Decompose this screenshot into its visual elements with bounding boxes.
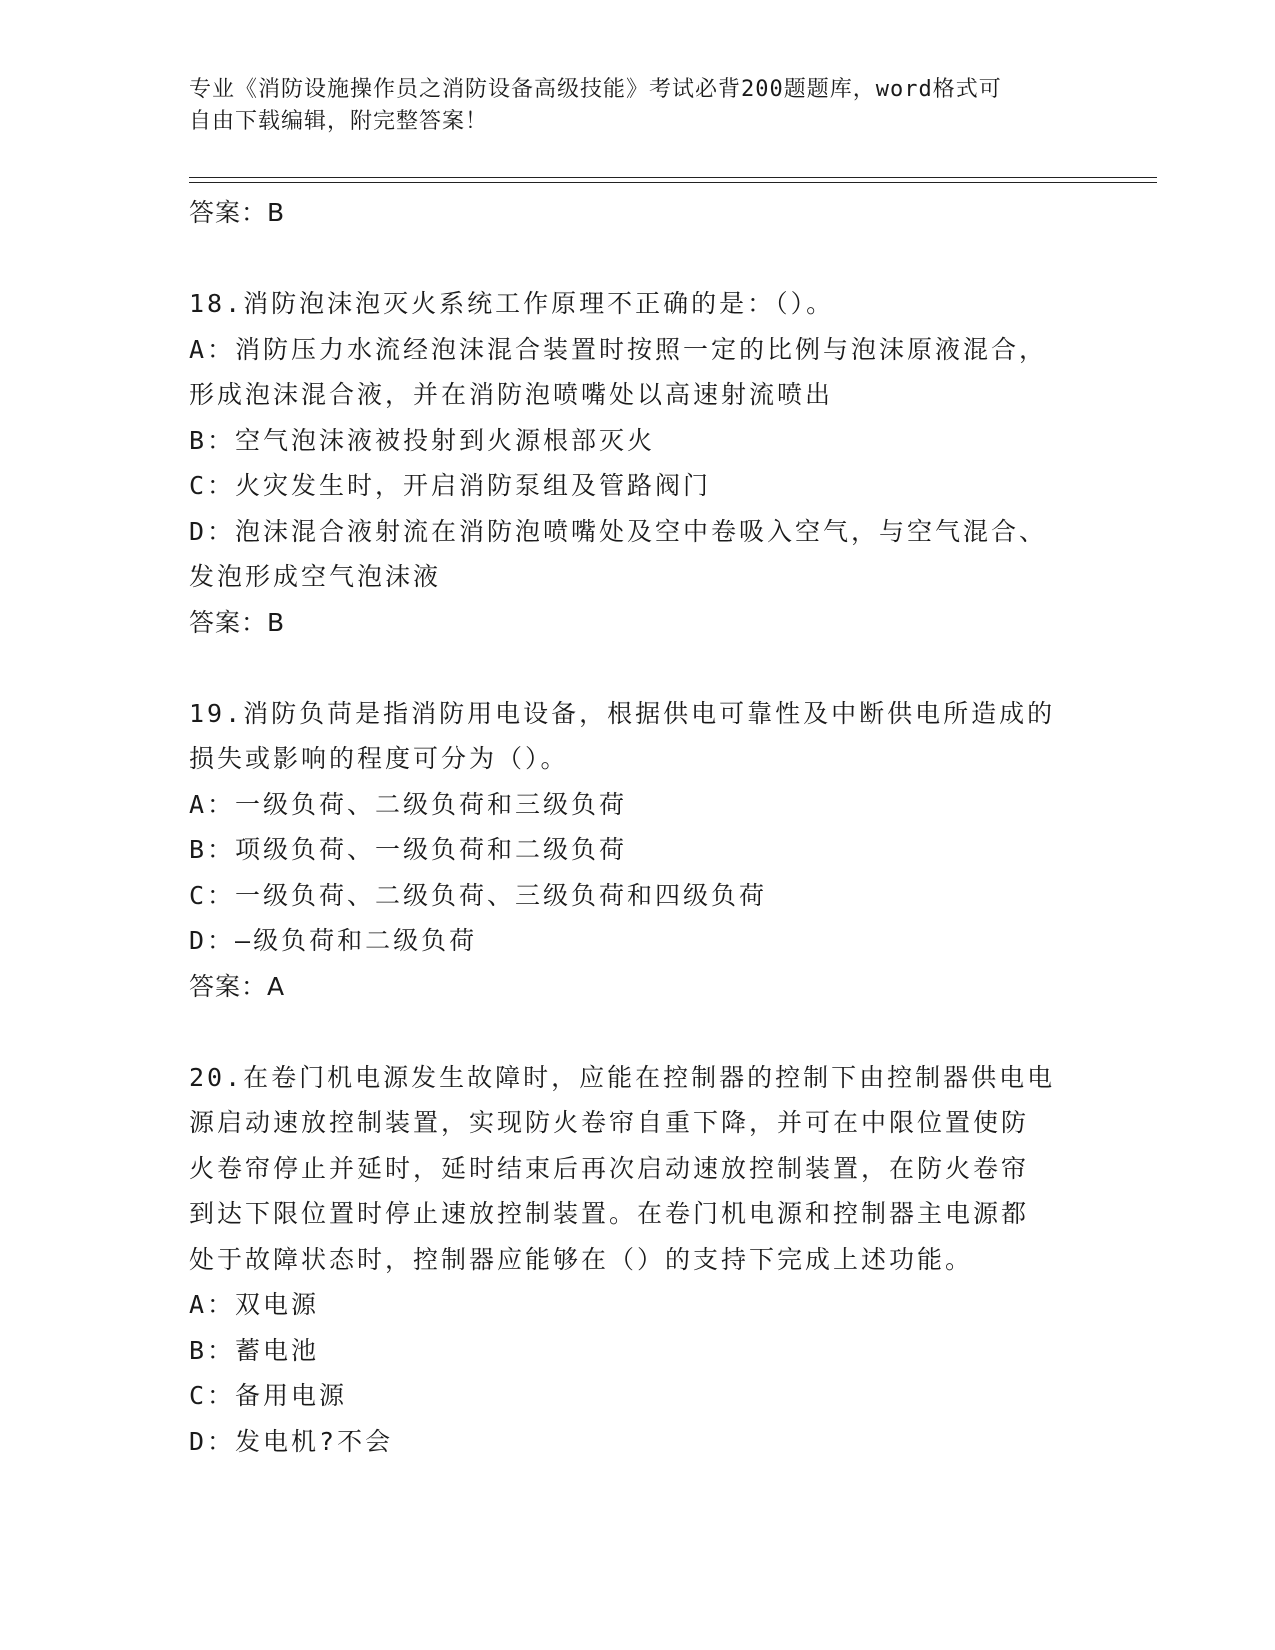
header-rule-top: [189, 177, 1157, 178]
question-18: [189, 281, 1089, 645]
question-stem-line: 18.消防泡沫泡灭火系统工作原理不正确的是：（）。: [189, 289, 835, 318]
question-stem-line: 20.在卷门机电源发生故障时，应能在控制器的控制下由控制器供电电: [189, 1062, 1056, 1092]
option-a-line: A：一级负荷、二级负荷和三级负荷: [189, 789, 628, 819]
question-19: [189, 691, 1089, 1010]
spacer: [189, 645, 1089, 691]
question-stem-line: 火卷帘停止并延时，延时结束后再次启动速放控制装置，在防火卷帘: [189, 1153, 1030, 1183]
option-d-line: D：泡沫混合液射流在消防泡喷嘴处及空中卷吸入空气，与空气混合、: [189, 516, 1048, 546]
header-rule-bottom: [189, 182, 1157, 183]
answer-label: 答案：B: [189, 607, 286, 637]
option-b-line: B：蓄电池: [189, 1335, 320, 1365]
question-stem-line: 到达下限位置时停止速放控制装置。在卷门机电源和控制器主电源都: [189, 1199, 1030, 1228]
option-c-line: C：备用电源: [189, 1381, 348, 1410]
question-stem-line: 源启动速放控制装置，实现防火卷帘自重下降，并可在中限位置使防: [189, 1108, 1030, 1137]
option-b-line: B：项级负荷、一级负荷和二级负荷: [189, 835, 628, 864]
option-a-line: A：消防压力水流经泡沫混合装置时按照一定的比例与泡沫原液混合，: [189, 334, 1048, 364]
option-d-line: D：发电机?不会: [189, 1426, 394, 1456]
question-stem-line: 处于故障状态时，控制器应能够在（）的支持下完成上述功能。: [189, 1244, 974, 1274]
option-c-line: C：火灾发生时，开启消防泵组及管路阀门: [189, 471, 712, 500]
header-line-2: 自由下载编辑，附完整答案！: [189, 109, 489, 134]
question-list: [189, 190, 1089, 1464]
header-line-1: 专业《消防设施操作员之消防设备高级技能》考试必背200题题库，word格式可: [189, 77, 1002, 102]
answer-label: 答案：A: [189, 971, 286, 1001]
spacer: [189, 1009, 1089, 1055]
spacer: [189, 236, 1089, 282]
document-header: [189, 74, 1069, 138]
option-a-line: 形成泡沫混合液，并在消防泡喷嘴处以高速射流喷出: [189, 380, 834, 409]
option-b-line: B：空气泡沫液被投射到火源根部灭火: [189, 425, 656, 455]
option-d-line: 发泡形成空气泡沫液: [189, 562, 442, 591]
option-d-line: D：—级负荷和二级负荷: [189, 926, 478, 955]
question-stem-line: 损失或影响的程度可分为（）。: [189, 744, 569, 773]
question-stem-line: 19.消防负苘是指消防用电设备，根据供电可靠性及中断供电所造成的: [189, 698, 1056, 728]
option-c-line: C：一级负荷、二级负荷、三级负荷和四级负荷: [189, 880, 768, 910]
question-20: [189, 1055, 1089, 1465]
previous-answer: 答案：B: [189, 198, 286, 227]
option-a-line: A：双电源: [189, 1290, 320, 1319]
